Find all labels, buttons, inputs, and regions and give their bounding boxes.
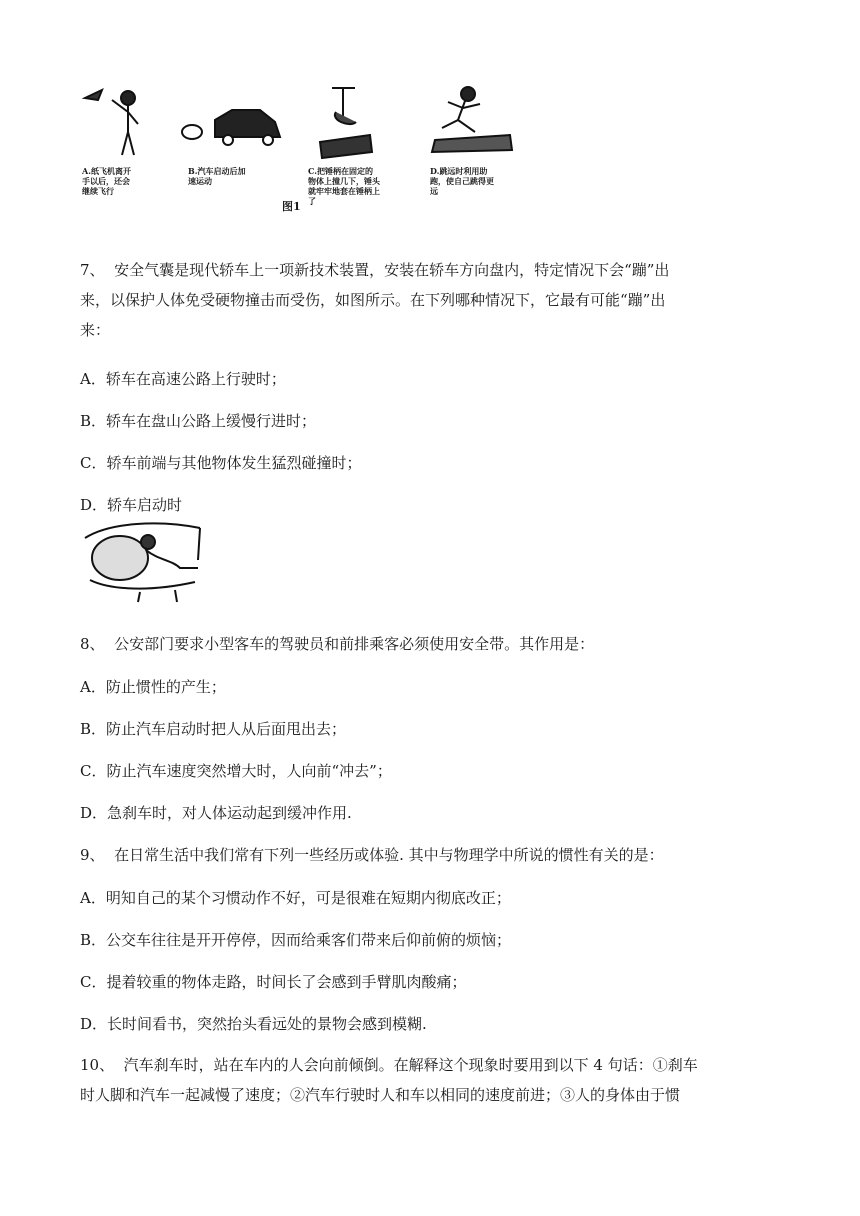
figure-1-caption-a: A.纸飞机离开手以后，还会继续飞行: [82, 166, 131, 196]
question-text-line: 在日常生活中我们常有下列一些经历或体验. 其中与物理学中所说的惯性有关的是：: [114, 846, 664, 864]
question-9: [80, 840, 780, 870]
question-9-option-b: B．公交车往往是开开停停，因而给乘客们带来后仰前俯的烦恼；: [80, 931, 512, 949]
question-7-option-a: A．轿车在高速公路上行驶时；: [80, 370, 286, 388]
question-8-option-c: C．防止汽车速度突然增大时，人向前“冲去”；: [80, 762, 392, 780]
question-8-option-a: A．防止惯性的产生；: [80, 678, 226, 696]
question-number: 7、: [80, 261, 105, 279]
figure-1: [80, 80, 530, 220]
airbag-illustration: [80, 520, 210, 604]
question-9-option-d: D．长时间看书，突然抬头看远处的景物会感到模糊.: [80, 1015, 427, 1033]
car-illustration: [182, 110, 280, 145]
figure-1-caption-c: C.把锤柄在固定的物体上撞几下，锤头就牢牢地套在锤柄上了: [308, 166, 380, 206]
figure-1-title: 图1: [282, 200, 301, 213]
question-10: [80, 1050, 780, 1080]
question-9-option-a: A．明知自己的某个习惯动作不好，可是很难在短期内彻底改正；: [80, 889, 511, 907]
figure-1-caption-b: B.汽车启动后加速运动: [188, 166, 246, 186]
question-text-line: 安全气囊是现代轿车上一项新技术装置，安装在轿车方向盘内，特定情况下会“蹦”出: [114, 261, 670, 279]
question-text-line: 汽车刹车时，站在车内的人会向前倾倒。在解释这个现象时要用到以下 4 句话：①刹车: [123, 1056, 698, 1074]
question-8-option-b: B．防止汽车启动时把人从后面甩出去；: [80, 720, 347, 738]
figure-1-caption-d: D.跳远时利用助跑，使自己跳得更远: [430, 166, 494, 196]
question-7: [80, 255, 780, 285]
question-8-option-d: D．急刹车时，对人体运动起到缓冲作用.: [80, 804, 352, 822]
question-7-line-3: 来：: [80, 321, 111, 339]
question-9-option-c: C．提着较重的物体走路，时间长了会感到手臂肌肉酸痛；: [80, 973, 467, 991]
paper-plane-boy-illustration: [85, 90, 138, 155]
long-jump-illustration: [432, 87, 512, 152]
hammer-illustration: [320, 88, 372, 158]
question-7-line-2: 来，以保护人体免受硬物撞击而受伤，如图所示。在下列哪种情况下，它最有可能“蹦”出: [80, 291, 666, 309]
question-number: 9、: [80, 846, 105, 864]
question-7-option-b: B．轿车在盘山公路上缓慢行进时；: [80, 412, 317, 430]
question-text-line: 公安部门要求小型客车的驾驶员和前排乘客必须使用安全带。其作用是：: [114, 635, 595, 653]
question-8: [80, 629, 780, 659]
figure-1-illustrations: [80, 80, 530, 220]
question-10-line-2: 时人脚和汽车一起减慢了速度；②汽车行驶时人和车以相同的速度前进；③人的身体由于惯: [80, 1086, 681, 1104]
question-number: 10、: [80, 1056, 115, 1074]
question-7-option-d: D．轿车启动时: [80, 496, 183, 514]
question-number: 8、: [80, 635, 105, 653]
question-7-option-c: C．轿车前端与其他物体发生猛烈碰撞时；: [80, 454, 362, 472]
